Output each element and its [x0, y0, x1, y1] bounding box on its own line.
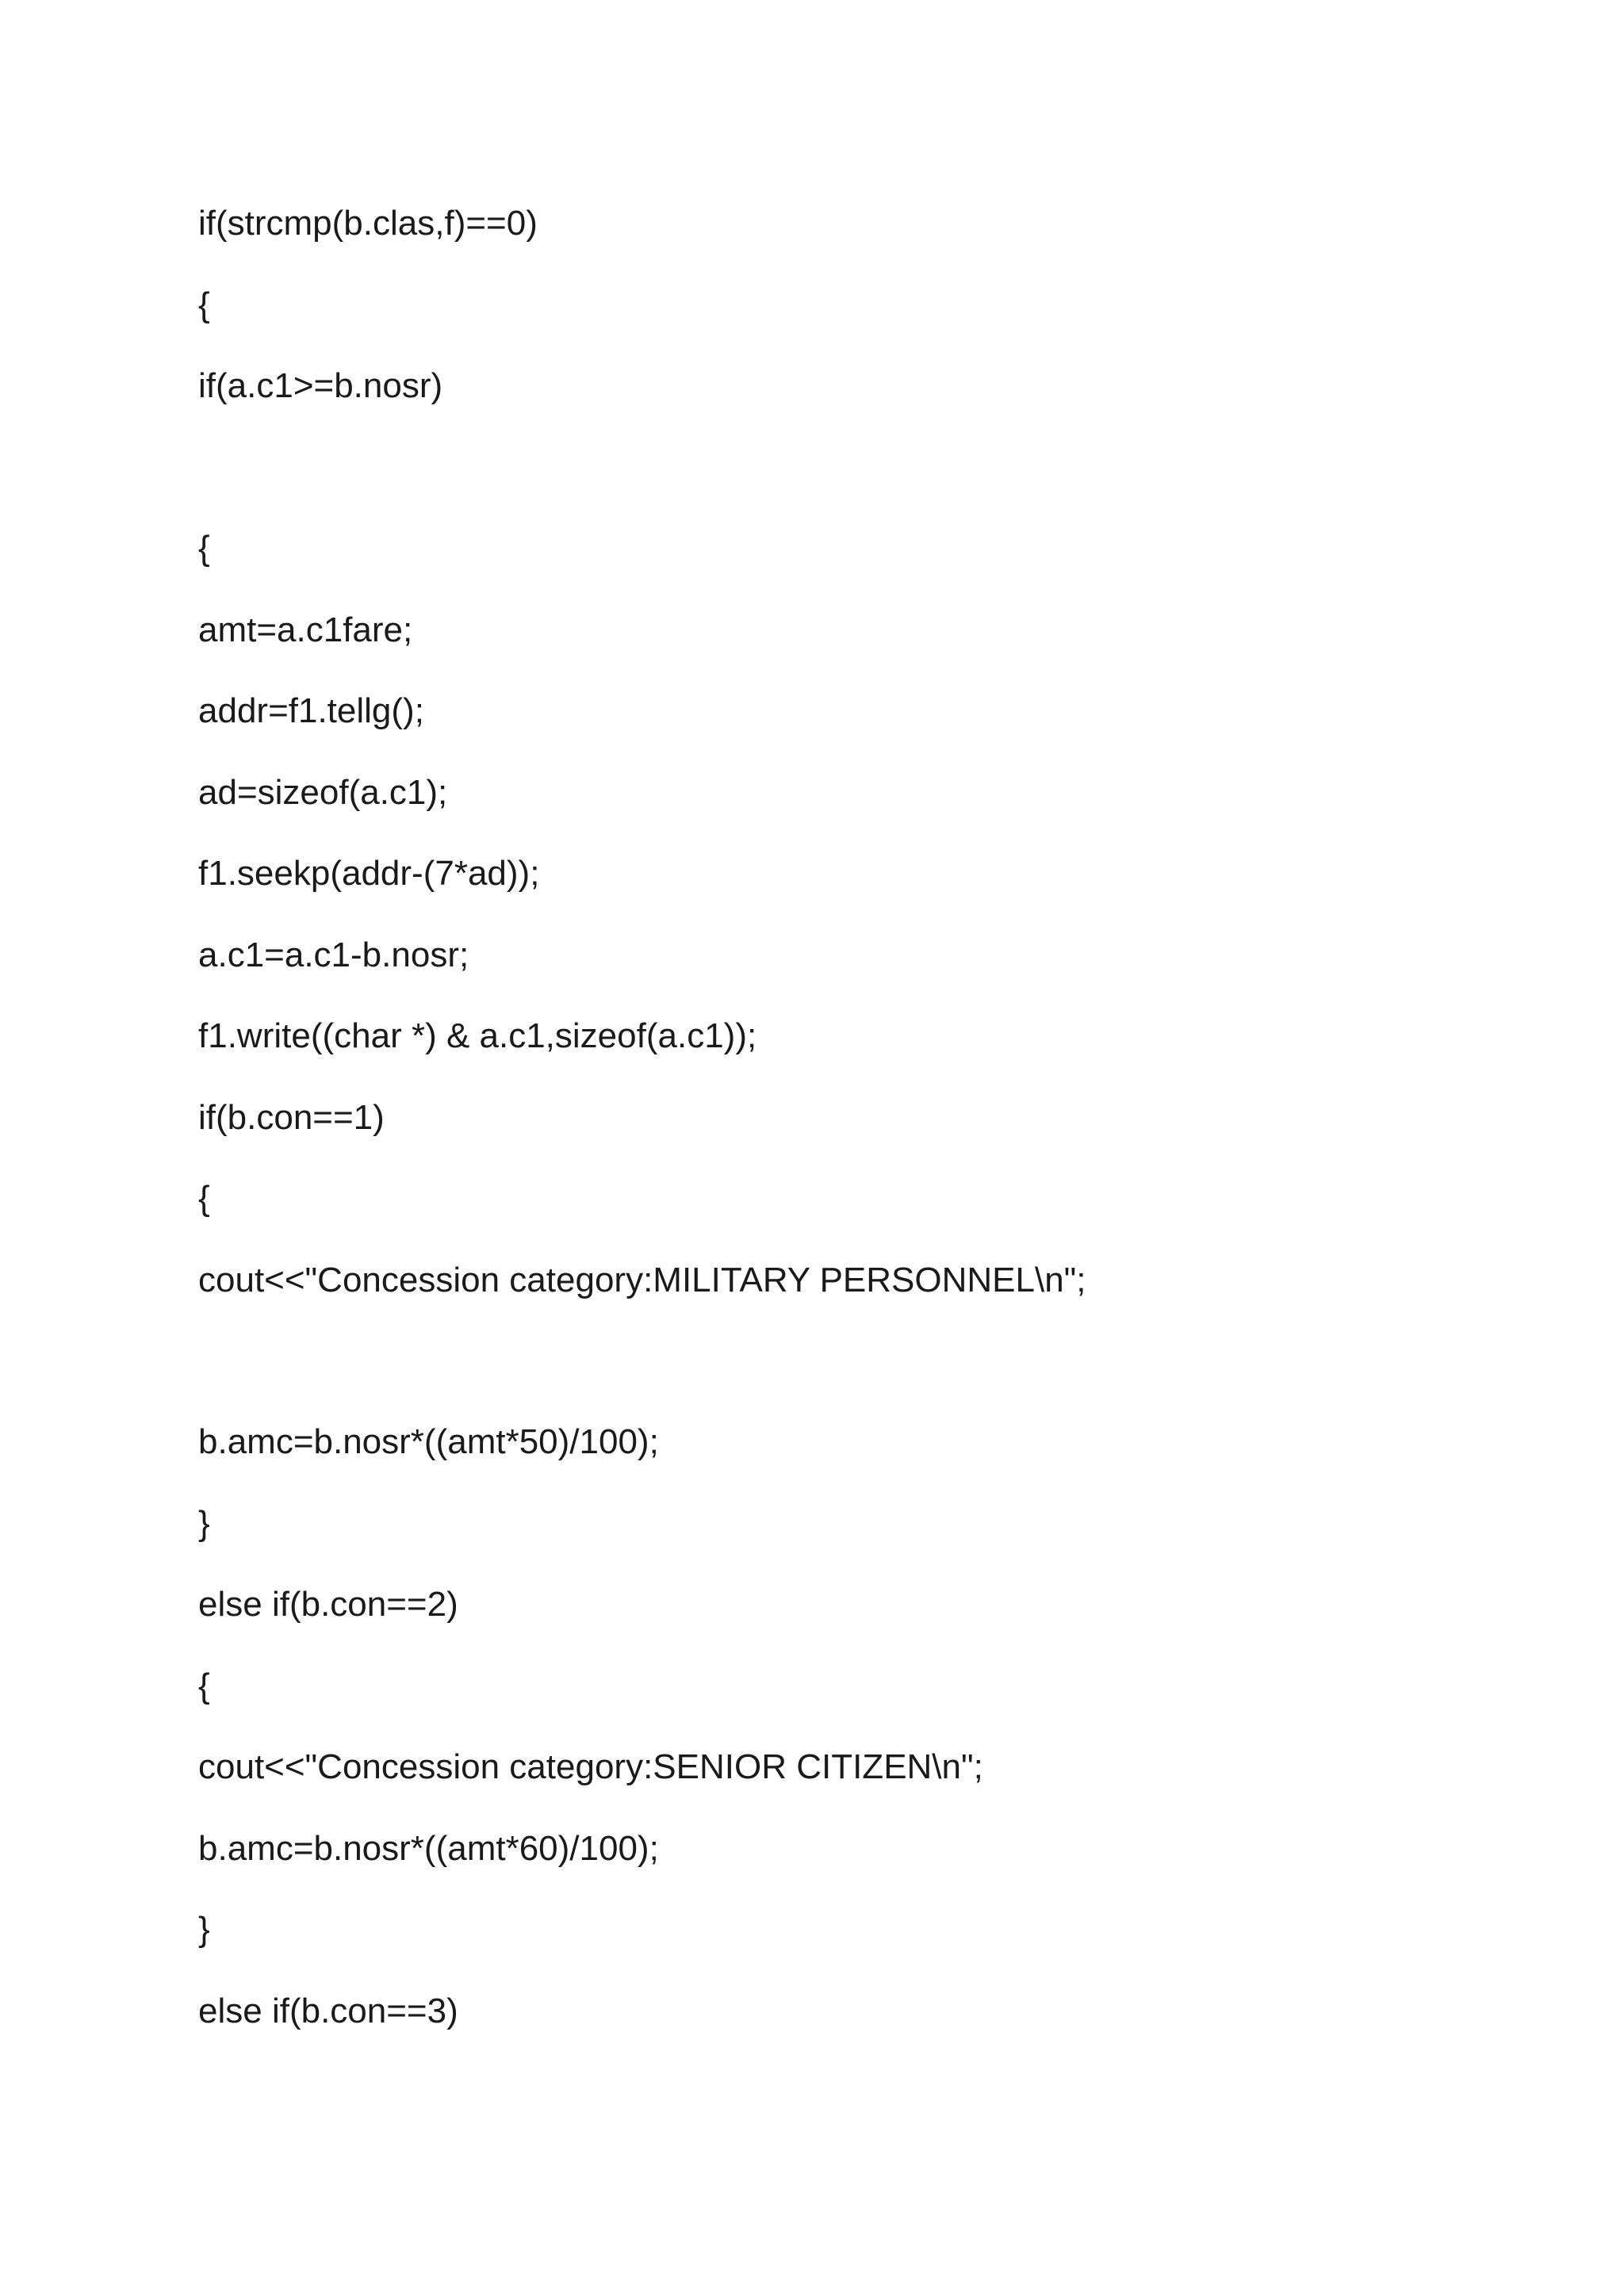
code-line: if(a.c1>=b.nosr): [198, 366, 443, 405]
code-line: f1.seekp(addr-(7*ad));: [198, 854, 540, 893]
code-line: {: [198, 529, 210, 568]
code-line: cout<<"Concession category:MILITARY PERSONNEL\n";: [198, 1261, 1086, 1299]
code-line: b.amc=b.nosr*((amt*50)/100);: [198, 1422, 659, 1461]
code-line: if(b.con==1): [198, 1098, 385, 1137]
code-line: {: [198, 285, 210, 324]
code-line: }: [198, 1910, 210, 1949]
code-line: f1.write((char *) & a.c1,sizeof(a.c1));: [198, 1016, 757, 1055]
code-line: a.c1=a.c1-b.nosr;: [198, 936, 469, 974]
code-line: {: [198, 1667, 210, 1705]
code-line: else if(b.con==2): [198, 1585, 458, 1624]
code-line: {: [198, 1179, 210, 1218]
code-line: if(strcmp(b.clas,f)==0): [198, 204, 538, 243]
code-line: amt=a.c1fare;: [198, 610, 413, 649]
code-line: ad=sizeof(a.c1);: [198, 773, 448, 812]
code-line: else if(b.con==3): [198, 1992, 458, 2030]
code-line: cout<<"Concession category:SENIOR CITIZEN\n";: [198, 1747, 983, 1786]
code-line: b.amc=b.nosr*((amt*60)/100);: [198, 1829, 659, 1868]
code-line: addr=f1.tellg();: [198, 691, 424, 730]
code-line: }: [198, 1504, 210, 1543]
